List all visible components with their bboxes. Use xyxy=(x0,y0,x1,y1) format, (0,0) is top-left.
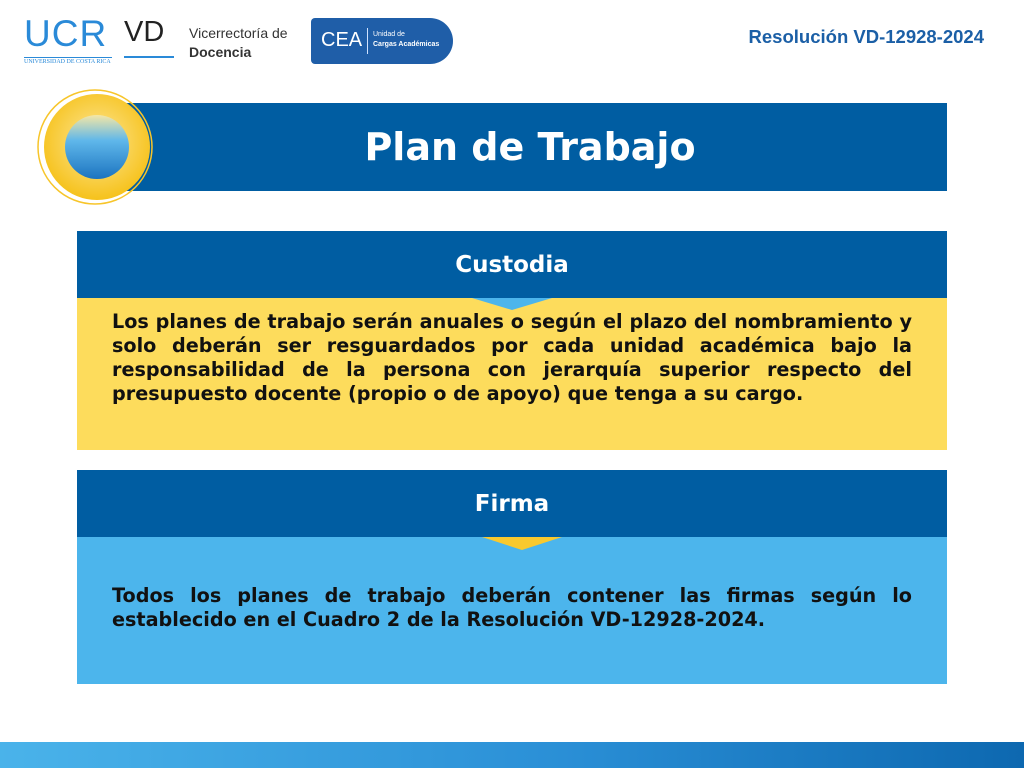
custodia-title: Custodia xyxy=(455,251,569,278)
firma-panel xyxy=(77,537,947,684)
vd-logo xyxy=(124,16,176,60)
cea-logo-text: CEA xyxy=(321,29,363,51)
vicerrectoria-line2: Docencia xyxy=(189,44,252,60)
ucr-logo-rule xyxy=(24,57,112,58)
resolution-number: Resolución VD-12928-2024 xyxy=(748,26,984,47)
custodia-text: Los planes de trabajo serán anuales o según el plazo del nombramiento y solo deberán ser resguardados por cada unidad académica bajo la responsabilidad de la persona con jerarquía superior respecto del presupuesto docente (propio o de apoyo) que tenga a su cargo. xyxy=(112,310,912,405)
vicerrectoria-name xyxy=(189,24,288,62)
cea-logo-line1: Unidad de xyxy=(373,31,405,38)
vd-logo-text: VD xyxy=(124,16,165,48)
custodia-header xyxy=(77,231,947,298)
vd-logo-underline xyxy=(124,56,174,58)
title-banner xyxy=(113,103,947,191)
ucr-logo xyxy=(24,14,116,66)
firma-title: Firma xyxy=(474,490,550,517)
ucr-logo-subtitle: UNIVERSIDAD DE COSTA RICA xyxy=(24,59,111,65)
page-title: Plan de Trabajo xyxy=(364,125,696,169)
custodia-panel xyxy=(77,298,947,450)
vicerrectoria-line1: Vicerrectoría de xyxy=(189,25,288,41)
footer-gradient-bar xyxy=(0,742,1024,768)
cea-logo-subtitle xyxy=(373,30,439,50)
title-emblem-icon xyxy=(36,88,154,206)
custodia-notch xyxy=(472,298,552,310)
cea-logo-line2: Cargas Académicas xyxy=(373,41,440,48)
firma-text: Todos los planes de trabajo deberán contener las firmas según lo establecido en el Cuadro 2 de la Resolución VD-12928-2024. xyxy=(112,584,912,631)
cea-logo xyxy=(311,18,453,64)
firma-notch xyxy=(482,537,562,550)
cea-logo-separator xyxy=(367,28,368,54)
firma-header xyxy=(77,470,947,537)
ucr-logo-text: UCR xyxy=(24,13,108,54)
